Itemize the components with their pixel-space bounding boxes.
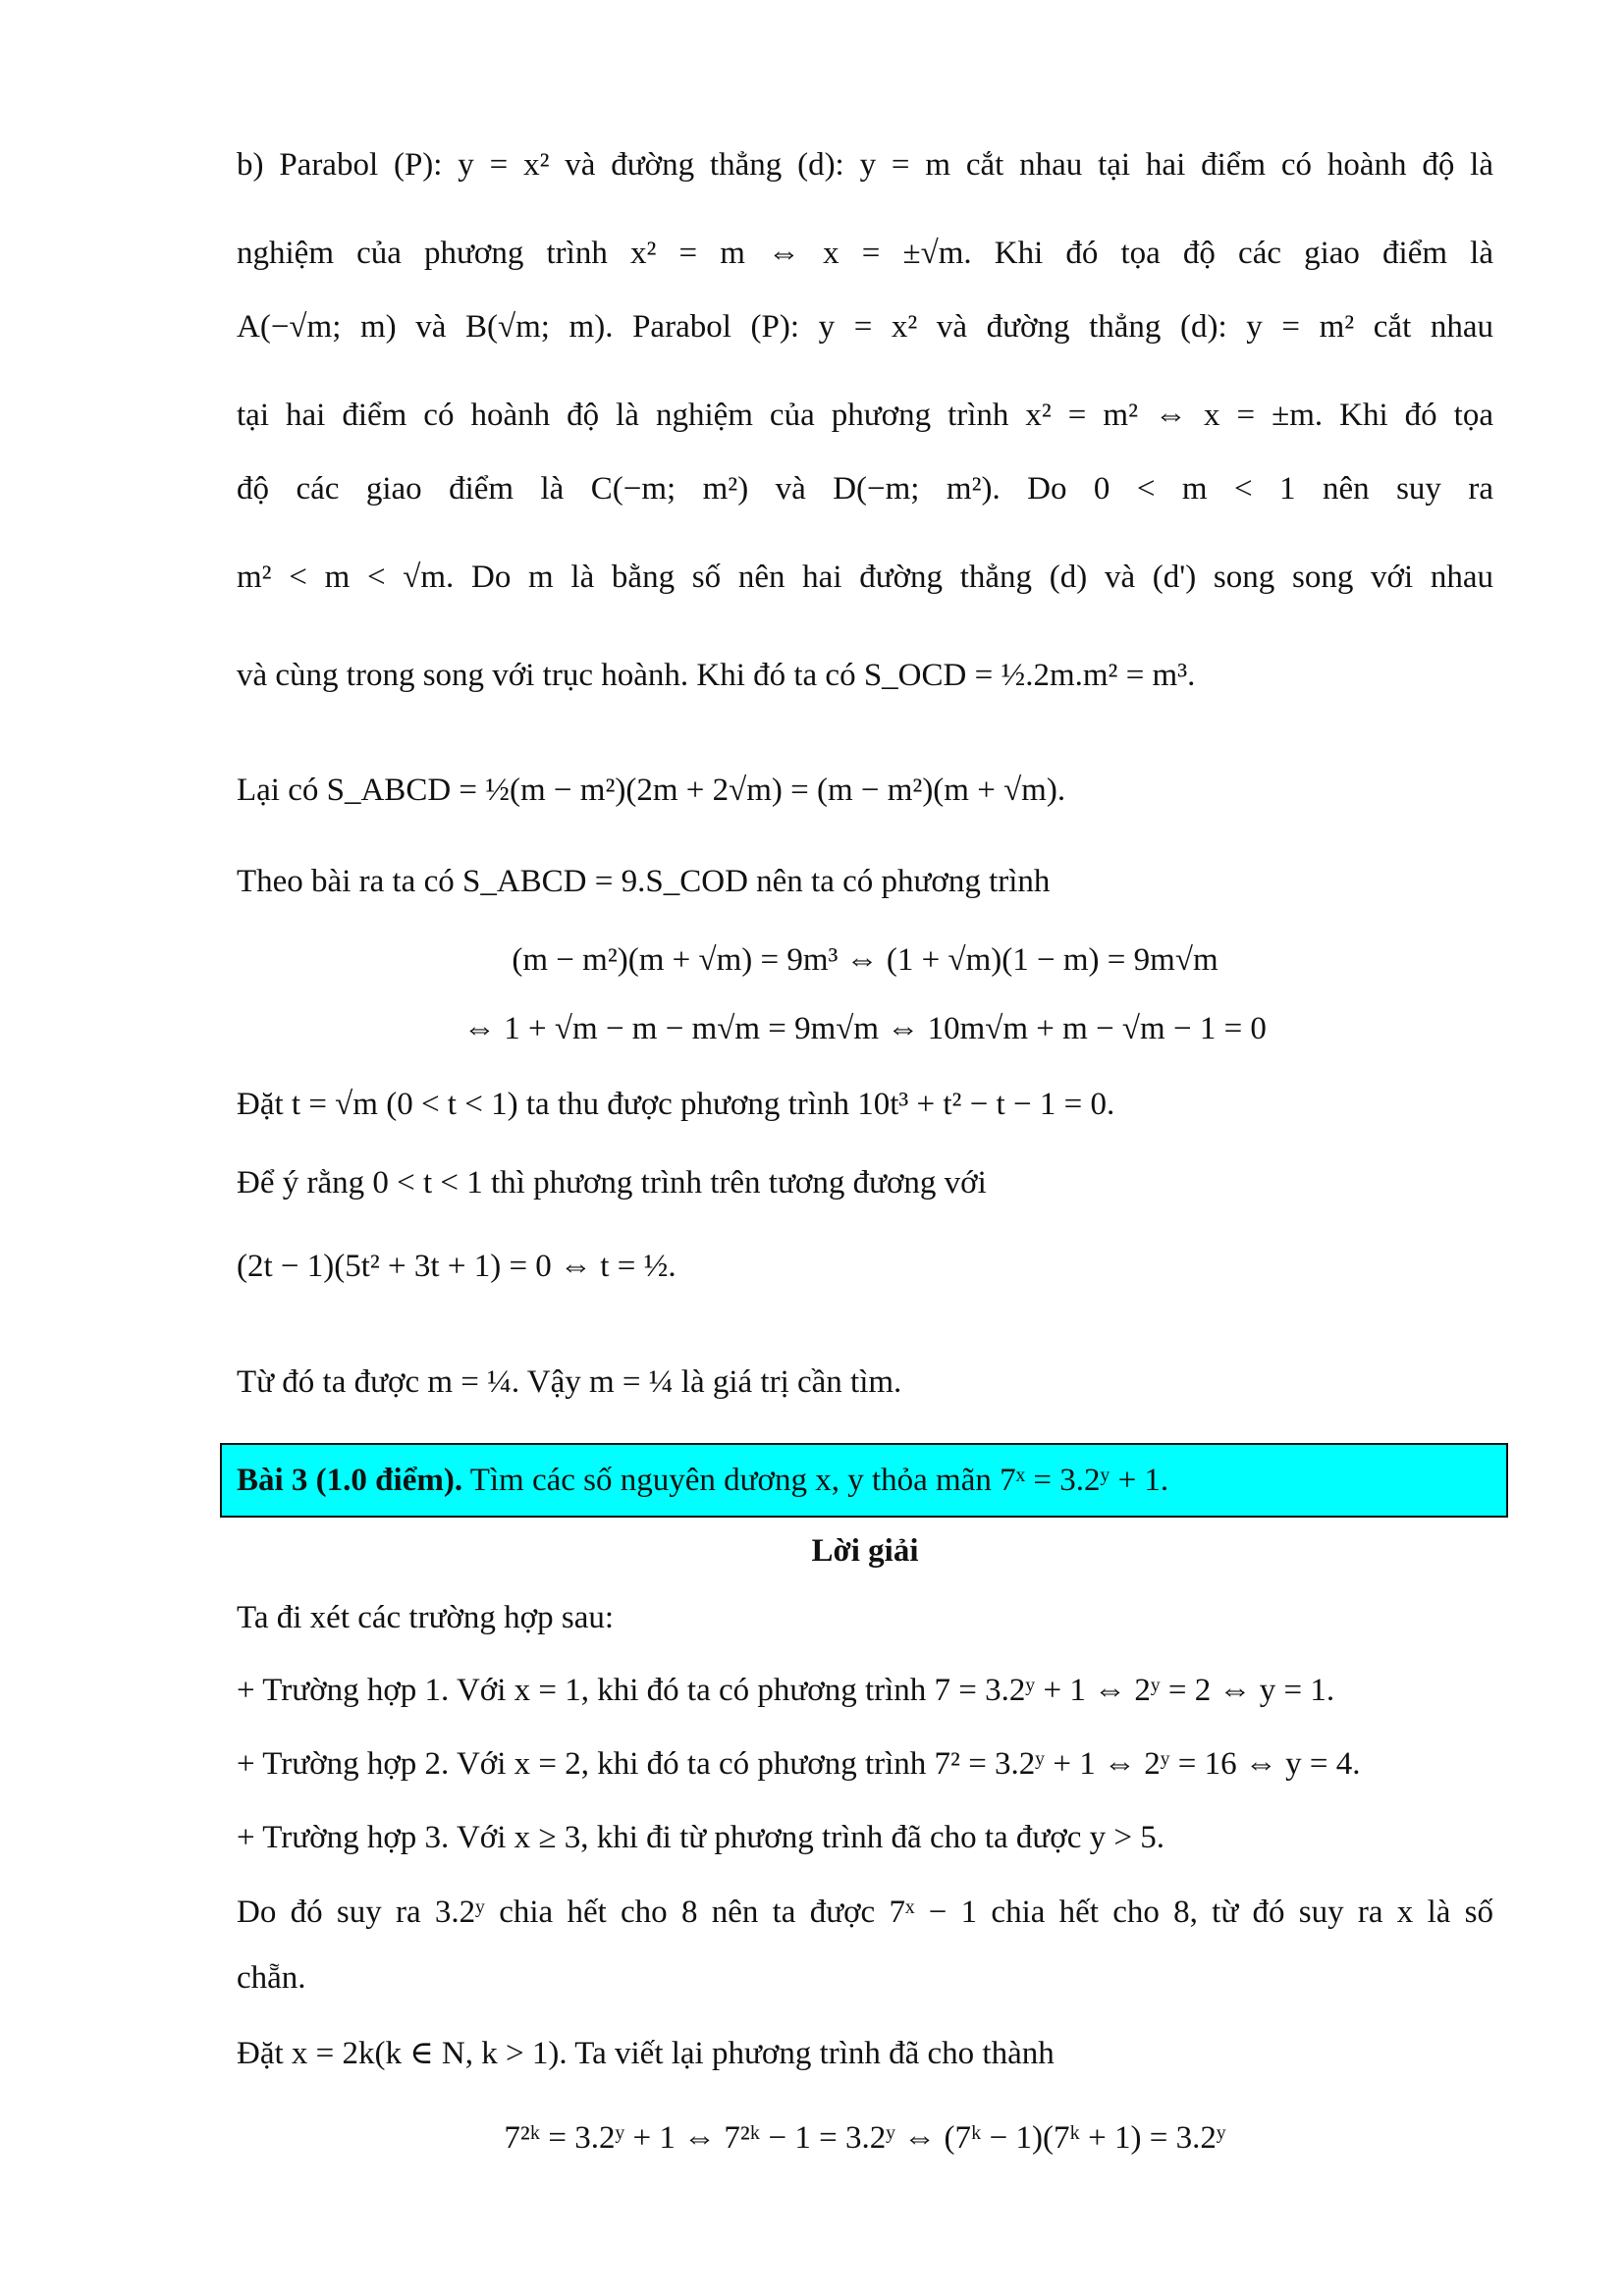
text-line: Để ý rằng 0 < t < 1 thì phương trình trên tương đương với	[237, 1165, 987, 1201]
solution-line: Ta đi xét các trường hợp sau:	[237, 1600, 615, 1635]
solution-line: chẵn.	[237, 1960, 306, 1996]
equation-line: (m − m²)(m + √m) = 9m³ ⇔ (1 + √m)(1 − m) = 9m√m	[512, 942, 1218, 978]
text-line: tại hai điểm có hoành độ là nghiệm của phương trình x² = m² ⇔ x = ±m. Khi đó tọa	[237, 398, 1493, 433]
text-line: Từ đó ta được m = ¼. Vậy m = ¼ là giá trị cần tìm.	[237, 1364, 902, 1400]
problem-label: Bài 3 (1.0 điểm).	[237, 1463, 463, 1498]
text-line: m² < m < √m. Do m là bằng số nên hai đường thẳng (d) và (d') song song với nhau	[237, 560, 1493, 595]
solution-heading: Lời giải	[811, 1533, 919, 1569]
equation-line: 7²ᵏ = 3.2ʸ + 1 ⇔ 7²ᵏ − 1 = 3.2ʸ ⇔ (7ᵏ − 1)(7ᵏ + 1) = 3.2ʸ	[504, 2120, 1226, 2156]
text-line: nghiệm của phương trình x² = m ⇔ x = ±√m. Khi đó tọa độ các giao điểm là	[237, 236, 1493, 271]
text-line: độ các giao điểm là C(−m; m²) và D(−m; m²). Do 0 < m < 1 nên suy ra	[237, 471, 1493, 507]
problem-box	[220, 1443, 1508, 1518]
text-line: Đặt t = √m (0 < t < 1) ta thu được phương trình 10t³ + t² − t − 1 = 0.	[237, 1087, 1115, 1122]
problem-text: Tìm các số nguyên dương x, y thỏa mãn 7ˣ = 3.2ʸ + 1.	[469, 1463, 1169, 1498]
solution-line: Đặt x = 2k(k ∈ N, k > 1). Ta viết lại phương trình đã cho thành	[237, 2036, 1055, 2071]
text-line: b) Parabol (P): y = x² và đường thẳng (d): y = m cắt nhau tại hai điểm có hoành độ là	[237, 147, 1493, 183]
text-line: và cùng trong song với trục hoành. Khi đó ta có S_OCD = ½.2m.m² = m³.	[237, 658, 1196, 693]
text-line: A(−√m; m) và B(√m; m). Parabol (P): y = x² và đường thẳng (d): y = m² cắt nhau	[237, 309, 1493, 345]
equation-line: (2t − 1)(5t² + 3t + 1) = 0 ⇔ t = ½.	[237, 1249, 677, 1284]
solution-line: + Trường hợp 2. Với x = 2, khi đó ta có phương trình 7² = 3.2ʸ + 1 ⇔ 2ʸ = 16 ⇔ y = 4.	[237, 1746, 1361, 1782]
problem-statement	[237, 1461, 1484, 1500]
text-line: Lại có S_ABCD = ½(m − m²)(2m + 2√m) = (m − m²)(m + √m).	[237, 773, 1066, 808]
solution-line: Do đó suy ra 3.2ʸ chia hết cho 8 nên ta được 7ˣ − 1 chia hết cho 8, từ đó suy ra x là số	[237, 1895, 1493, 1930]
solution-line: + Trường hợp 1. Với x = 1, khi đó ta có phương trình 7 = 3.2ʸ + 1 ⇔ 2ʸ = 2 ⇔ y = 1.	[237, 1673, 1335, 1708]
solution-line: + Trường hợp 3. Với x ≥ 3, khi đi từ phương trình đã cho ta được y > 5.	[237, 1820, 1165, 1855]
text-line: Theo bài ra ta có S_ABCD = 9.S_COD nên ta có phương trình	[237, 864, 1051, 899]
equation-line: ⇔ 1 + √m − m − m√m = 9m√m ⇔ 10m√m + m − √m − 1 = 0	[463, 1011, 1267, 1046]
